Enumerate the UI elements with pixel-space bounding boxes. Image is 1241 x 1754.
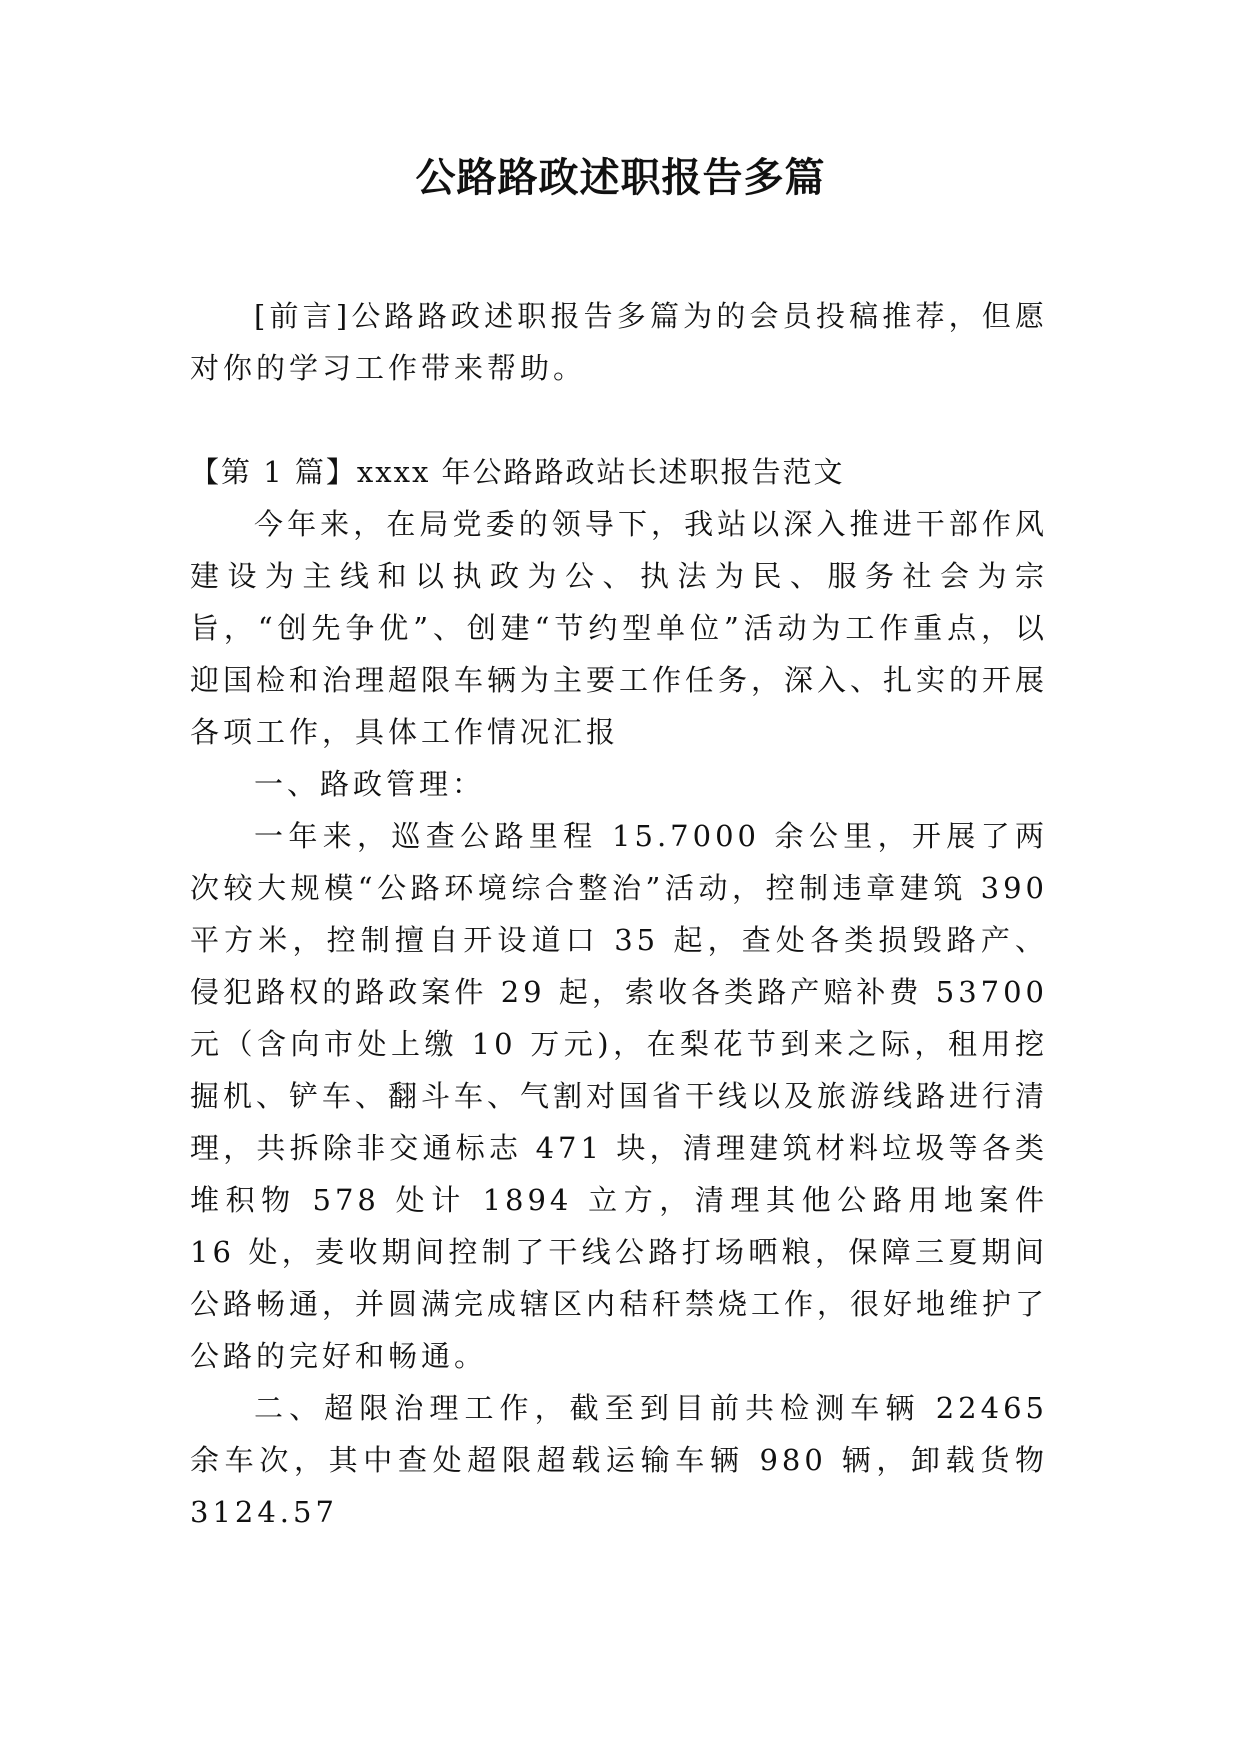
body-paragraph: 二、超限治理工作，截至到目前共检测车辆 22465 余车次，其中查处超限超载运输车辆 980 辆，卸载货物 3124.57: [190, 1391, 1048, 1529]
section-heading: 【第 1 篇】xxxx 年公路路政站长述职报告范文: [190, 455, 845, 489]
body-paragraph: 一年来，巡查公路里程 15.7000 余公里，开展了两次较大规模“公路环境综合整治”活动，控制违章建筑 390 平方米，控制擅自开设道口 35 起，查处各类损毁路产、侵犯路权的路政案件 29 起，索收各类路产赔补费 53700 元（含向市处上缴 10 万元)，在梨花节到来之际，租用挖掘机、铲车、翻斗车、气割对国省干线以及旅游线路进行清理，共拆除非交通标志 471 块，清理建筑材料垃圾等各类堆积物 578 处计 1894 立方，清理其他公路用地案件 16 处，麦收期间控制了干线公路打场晒粮，保障三夏期间公路畅通，并圆满完成辖区内秸秆禁烧工作，很好地维护了公路的完好和畅通。: [190, 819, 1049, 1373]
body-paragraph: 今年来，在局党委的领导下，我站以深入推进干部作风建设为主线和以执政为公、执法为民、服务社会为宗旨，“创先争优”、创建“节约型单位”活动为工作重点，以迎国检和治理超限车辆为主要工作任务，深入、扎实的开展各项工作，具体工作情况汇报: [190, 507, 1049, 749]
document-body: [190, 290, 1048, 1538]
document-title: 公路路政述职报告多篇: [415, 155, 826, 201]
subheading-road-administration: 一、路政管理：: [254, 767, 486, 801]
preface-paragraph: [前言]公路路政述职报告多篇为的会员投稿推荐，但愿对你的学习工作带来帮助。: [190, 299, 1048, 385]
